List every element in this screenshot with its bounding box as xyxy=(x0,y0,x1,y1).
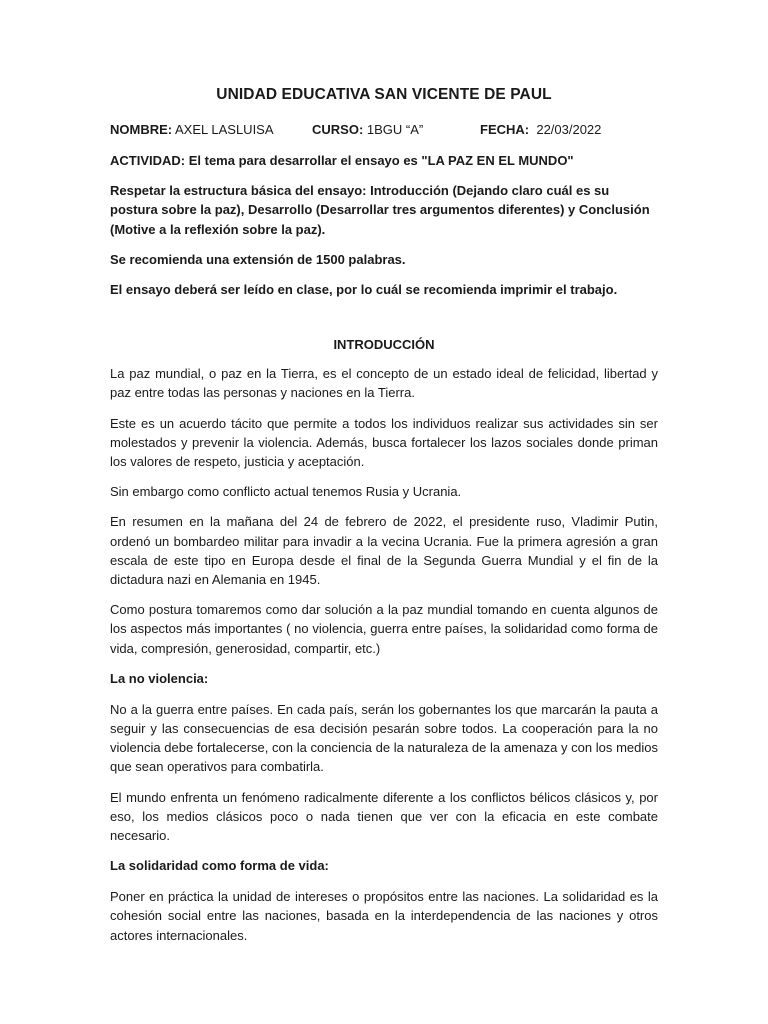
assignment-date xyxy=(480,122,601,137)
activity-text: El tema para desarrollar el ensayo es "LA PAZ EN EL MUNDO" xyxy=(185,153,574,168)
intro-paragraph: Sin embargo como conflicto actual tenemos Rusia y Ucrania. xyxy=(110,484,462,500)
activity-line xyxy=(110,151,658,170)
name-label: NOMBRE: xyxy=(110,122,173,137)
instruction-reading: El ensayo deberá ser leído en clase, por lo cuál se recomienda imprimir el trabajo. xyxy=(110,282,618,298)
intro-heading: INTRODUCCIÓN xyxy=(333,337,435,353)
course-value: 1BGU “A” xyxy=(363,122,424,137)
intro-paragraph: En resumen en la mañana del 24 de febrero de 2022, el presidente ruso, Vladimir Putin, ordenó un bombardeo militar para invadir a la vecina Ucrania. Fue la primera agresión a gran escala de este tipo en Europa desde el final de la Segunda Guerra Mundial y el fin de la dictadura nazi en Alemania en 1945. xyxy=(110,514,658,588)
student-course xyxy=(312,122,480,137)
instruction-length: Se recomienda una extensión de 1500 palabras. xyxy=(110,251,406,267)
date-value: 22/03/2022 xyxy=(529,122,602,137)
solidaridad-heading: La solidaridad como forma de vida: xyxy=(110,858,329,874)
student-name xyxy=(110,122,312,137)
intro-paragraph: Este es un acuerdo tácito que permite a todos los individuos realizar sus actividades sin ser molestados y prevenir la violencia. Además, busca fortalecer los lazos sociales donde priman los valores de respeto, justicia y aceptación. xyxy=(110,415,658,470)
solidaridad-paragraph: Poner en práctica la unidad de intereses o propósitos entre las naciones. La solidaridad es la cohesión social entre las naciones, basada en la interdependencia de las naciones y otros actores internacionales. xyxy=(110,889,658,943)
date-label: FECHA: xyxy=(480,122,530,137)
activity-label: ACTIVIDAD: xyxy=(110,153,186,168)
student-meta-row xyxy=(110,122,658,137)
intro-paragraph: La paz mundial, o paz en la Tierra, es el concepto de un estado ideal de felicidad, libertad y paz entre todas las personas y naciones en la Tierra. xyxy=(110,366,658,401)
course-label: CURSO: xyxy=(312,122,364,137)
noviolencia-heading: La no violencia: xyxy=(110,670,209,686)
noviolencia-paragraph: El mundo enfrenta un fenómeno radicalmente diferente a los conflictos bélicos clásicos y, por eso, los medios clásicos poco o nada tienen que ver con la eficacia en este combate necesario. xyxy=(110,789,658,844)
name-value: AXEL LASLUISA xyxy=(172,122,274,137)
noviolencia-paragraph: No a la guerra entre países. En cada país, serán los gobernantes los que marcarán la pauta a seguir y las consecuencias de esa decisión pesarán sobre todos. La cooperación para la no violencia debe fortalecerse, con la conciencia de la naturaleza de la amenaza y con los medios que sean operativos para combatirla. xyxy=(110,701,658,775)
instruction-structure: Respetar la estructura básica del ensayo: Introducción (Dejando claro cuál es su postura sobre la paz), Desarrollo (Desarrollar tres argumentos diferentes) y Conclusión (Motive a la reflexión sobre la paz). xyxy=(110,183,650,237)
intro-paragraph: Como postura tomaremos como dar solución a la paz mundial tomando en cuenta algunos de los aspectos más importantes ( no violencia, guerra entre países, la solidaridad como forma de vida, compresión, generosidad, compartir, etc.) xyxy=(110,602,658,656)
document-title: UNIDAD EDUCATIVA SAN VICENTE DE PAUL xyxy=(216,86,552,103)
